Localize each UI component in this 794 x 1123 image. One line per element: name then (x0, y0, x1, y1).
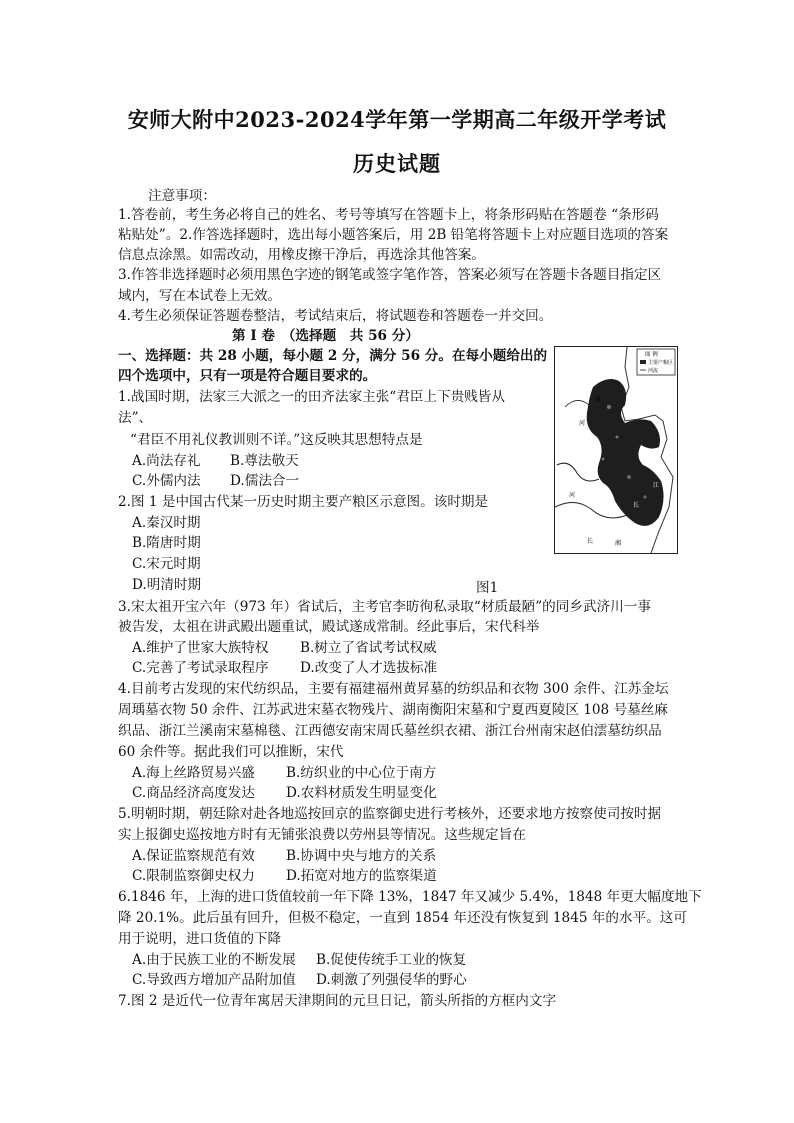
option-c: C.完善了考试录取程序 (132, 660, 269, 676)
legend-area-swatch (640, 360, 646, 364)
option-b: B.纺织业的中心位于南方 (286, 765, 437, 781)
legend-title: 图 例 (645, 352, 658, 358)
option-a: A.尚法存礼 (132, 453, 201, 469)
notice-line: 域内，写在本试卷上无效。 (118, 288, 282, 304)
legend-area-label: 主要产粮区 (648, 360, 674, 366)
notice-line: 3.作答非选择题时必须用黑色字迹的钢笔或签字笔作答，答案必须写在答题卡各题目指定区 (118, 267, 662, 283)
question-stem: 3.宋太祖开宝六年（973 年）省试后，主考官李昉徇私录取“材质最陋”的同乡武济川一事 (118, 599, 651, 615)
figure-1-map (554, 346, 678, 554)
section-intro: 一、选择题：共 28 小题，每小题 2 分，满分 56 分。在每小题给出的 (118, 348, 548, 364)
map-speckle (602, 458, 605, 461)
notice-line: 4.考生必须保证答题卷整洁，考试结束后，将试题卷和答题卷一并交回。 (118, 308, 553, 324)
option-d: D.明清时期 (132, 577, 202, 593)
option-c: C.外儒内法 (132, 473, 201, 489)
map-label: 河 (569, 492, 576, 499)
option-c: C.导致西方增加产品附加值 (132, 972, 296, 988)
map-label: 长 (633, 502, 640, 509)
map-label: 河 (579, 420, 586, 427)
option-d: D.刺激了列强侵华的野心 (316, 972, 467, 988)
option-d: D.拓宽对地方的监察渠道 (286, 868, 437, 884)
river (555, 502, 627, 517)
question-stem: 2.图 1 是中国古代某一历史时期主要产粮区示意图。该时期是 (118, 494, 489, 510)
question-stem: 周瑀墓衣物 50 余件、江苏武进宋墓衣物残片、湖南衡阳宋墓和宁夏西夏陵区 108 号墓丝麻 (118, 702, 668, 718)
question-stem: 60 余件等。据此我们可以推断，宋代 (118, 744, 344, 760)
question-stem: 法”、 (118, 410, 153, 426)
option-a: A.由于民族工业的不断发展 (132, 952, 296, 968)
option-b: B.树立了省试考试权威 (300, 640, 437, 656)
option-d: D.儒法合一 (230, 473, 300, 489)
question-stem: “君臣不用礼仪教训则不详。”这反映其思想特点是 (130, 432, 423, 448)
option-d: D.改变了人才选拔标准 (300, 660, 438, 676)
question-stem: 织品、浙江兰溪南宋墓棉毯、江西德安南宋周氏墓丝织衣裙、浙江台州南宋赵伯澐墓纺织品 (118, 723, 662, 739)
notice-heading: 注意事项： (148, 188, 216, 204)
question-stem: 5.明朝时期，朝廷除对赴各地巡按回京的监察御史进行考核外，还要求地方按察使司按时据 (118, 806, 662, 822)
map-label: 长 (587, 538, 594, 545)
section-intro: 四个选项中，只有一项是符合题目要求的。 (118, 368, 377, 384)
river (565, 400, 589, 407)
question-stem: 降 20.1%。此后虽有回升，但极不稳定，一直到 1854 年还没有恢复到 1845 年的水平。这可 (118, 910, 687, 926)
option-c: C.限制监察御史权力 (132, 868, 255, 884)
question-stem: 被告发，太祖在讲武殿出题重试，殿试遂成常制。经此事后，宋代科举 (118, 619, 540, 635)
map-label: 江 (653, 482, 660, 489)
map-speckle (627, 475, 631, 479)
option-b: B.隋唐时期 (132, 535, 201, 551)
option-a: A.海上丝路贸易兴盛 (132, 765, 255, 781)
option-b: B.协调中央与地方的关系 (286, 848, 437, 864)
river (557, 463, 599, 481)
section-header: 第 I 卷 （选择题 共 56 分） (232, 328, 419, 344)
notice-line: 粘贴处”。2.作答选择题时，选出每小题答案后，用 2B 铅笔将答题卡上对应题目选项的答案 (118, 227, 669, 243)
page-title: 安师大附中2023-2024学年第一学期高二年级开学考试 (127, 107, 667, 132)
map-speckle (607, 405, 611, 409)
map-label: 黄 (595, 396, 602, 403)
option-b: B.促使传统手工业的恢复 (316, 952, 467, 968)
question-stem: 实上报御史巡按地方时有无铺张浪费以劳州县等情况。这些规定旨在 (118, 827, 526, 843)
map-speckle (616, 436, 619, 439)
question-stem: 1.战国时期，法家三大派之一的田齐法家主张“君臣上下贵贱皆从 (118, 389, 505, 405)
question-stem: 4.目前考古发现的宋代纺织品，主要有福建福州黄昇墓的纺织品和衣物 300 余件、江苏金坛 (118, 681, 669, 697)
option-c: C.商品经济高度发达 (132, 785, 255, 801)
page-subtitle: 历史试题 (353, 151, 441, 176)
option-a: A.维护了世家大族特权 (132, 640, 269, 656)
map-speckle (643, 495, 646, 498)
option-b: B.尊法敬天 (230, 453, 299, 469)
option-a: A.秦汉时期 (132, 515, 201, 531)
figure-1-caption: 图1 (476, 580, 499, 596)
option-a: A.保证监察规范有效 (132, 848, 255, 864)
legend-river-label: 河流 (648, 368, 659, 374)
notice-line: 1.答卷前，考生务必将自己的姓名、考号等填写在答题卡上，将条形码贴在答题卷 “条形码 (118, 207, 659, 223)
map-label: 湘 (615, 540, 622, 547)
question-stem: 6.1846 年，上海的进口货值较前一年下降 13%，1847 年又减少 5.4%，1848 年更大幅度地下 (118, 889, 702, 905)
question-stem: 用于说明，进口货值的下降 (118, 931, 282, 947)
option-c: C.宋元时期 (132, 556, 201, 572)
question-stem: 7.图 2 是近代一位青年寓居天津期间的元旦日记，箭头所指的方框内文字 (118, 993, 557, 1009)
option-d: D.农料材质发生明显变化 (286, 785, 437, 801)
notice-line: 信息点涂黑。如需改动，用橡皮擦干净后，再选涂其他答案。 (118, 247, 486, 263)
grain-region-map (555, 347, 677, 553)
